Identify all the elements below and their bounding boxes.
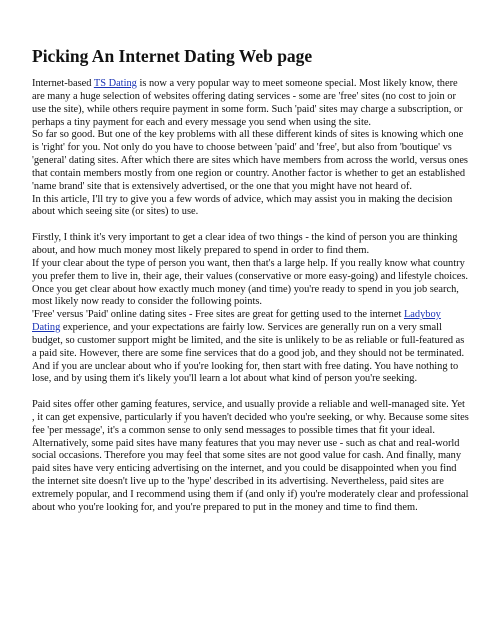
intro-text-start: Internet-based	[32, 78, 94, 89]
paragraph-so-far: So far so good. But one of the key problems with all these different kinds of sites is knowing which one is 'right' for you. Not only do you have to choose between 'paid' and 'free', but also from 'boutique' vs 'general' dating sites. After which there are sites which have members from across the world, versus ones that contain members mostly from one region or country. Another factor is whether to get an established 'name brand' site that is extensively advertised, or the one that you might have not heard of.	[32, 129, 468, 192]
paragraph-type-of-person: If your clear about the type of person you want, then that's a large help. If you really know what country you prefer them to live in, their age, their values (conservative or more easy-going) and lifestyle choices. Once you get clear about how exactly much money (and time) you're ready to spend in you job search, most likely now ready to consider the following points.	[32, 257, 468, 308]
page-title: Picking An Internet Dating Web page	[32, 46, 313, 66]
intro-text-end: is now a very popular way to meet someone special. Most likely know, there are many a huge selection of websites offering dating services - some are 'free' sites (no cost to join or use the site), while others require payment in some form. Such 'paid' sites may charge a subscription, or perhaps a tiny payment for each and every message you send when using the site.	[32, 78, 463, 128]
paragraph-advice: In this article, I'll try to give you a few words of advice, which may assist you in making the decision about which seeing site (or sites) to use.	[32, 193, 453, 218]
document-page	[32, 45, 470, 515]
paragraph-firstly: Firstly, I think it's very important to get a clear idea of two things - the kind of person you are thinking about, and how much money most likely prepared to spend in order to find them.	[32, 232, 458, 256]
paragraph-gap	[32, 386, 470, 399]
paragraph-intro	[32, 78, 470, 129]
ladyboy-dating-link[interactable]: Ladyboy Dating	[32, 309, 441, 334]
ts-dating-link[interactable]: TS Dating	[93, 78, 137, 89]
paragraph-paid-sites: Paid sites offer other gaming features, service, and usually provide a reliable and well-managed site. Yet , it can get expensive, particularly if you haven't decided who you're seeking, or why. Because some sites fee 'per message', it's a common sense to only send messages to possible times that fit your ideal. Alternatively, some paid sites have many features that you may never use - such as chat and real-world social occasions. Therefore you may feel that some sites are not good value for cash. And finally, many paid sites have very enticing advertising on the internet, and you could be disappointed when you find the internet site doesn't live up to the 'hype' described in its advertising. Nevertheless, paid sites are extremely popular, and I recommend using them if (and only if) you're moderately clear and professional about who you're looking for, and you're prepared to put in the money and time to find them.	[32, 399, 469, 513]
free-vs-paid-text-start: 'Free' versus 'Paid' online dating sites - Free sites are great for getting used to the internet	[32, 309, 404, 321]
paragraph-gap	[32, 219, 470, 232]
free-vs-paid-text-end: experience, and your expectations are fairly low. Services are generally run on a very small budget, so customer support might be limited, and the site is unlikely to be as reliable or full-featured as a paid site. However, there are some fine services that do a good job, and they should not be terminated. And if you are unclear about who if you're looking for, then start with free dating. You have nothing to lose, and by using them it's likely you'll learn a lot about what kind of person you're seeking.	[32, 322, 465, 385]
paragraph-free-vs-paid	[32, 309, 470, 386]
